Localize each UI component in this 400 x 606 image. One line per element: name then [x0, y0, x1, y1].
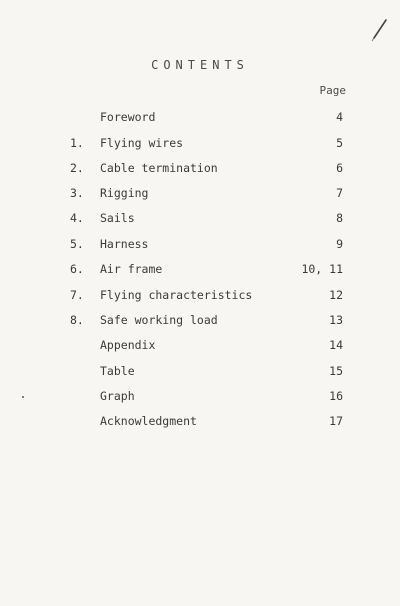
- toc-entry-page: 15: [329, 364, 343, 378]
- toc-entry-title: Safe working load: [100, 313, 218, 327]
- toc-entry-page: 17: [329, 414, 343, 428]
- toc-entry-harness: [0, 237, 400, 253]
- toc-entry-number: 2.: [70, 161, 84, 175]
- toc-entry-title: Rigging: [100, 186, 149, 200]
- ink-speck: [22, 396, 24, 398]
- page-column-label: Page: [319, 84, 346, 97]
- toc-entry-appendix: [0, 338, 400, 354]
- toc-entry-number: 1.: [70, 136, 84, 150]
- toc-entry-title: Sails: [100, 211, 135, 225]
- toc-entry-page: 7: [336, 186, 343, 200]
- contents-heading: CONTENTS: [151, 58, 249, 72]
- toc-entry-page: 10, 11: [301, 262, 343, 276]
- toc-entry-page: 13: [329, 313, 343, 327]
- toc-entry-number: 6.: [70, 262, 84, 276]
- toc-entry-air-frame: [0, 262, 400, 278]
- toc-entry-title: Cable termination: [100, 161, 218, 175]
- pen-mark-icon: [366, 16, 394, 44]
- toc-entry-page: 5: [336, 136, 343, 150]
- toc-entry-page: 6: [336, 161, 343, 175]
- toc-entry-number: 8.: [70, 313, 84, 327]
- toc-entry-acknowledgment: [0, 414, 400, 430]
- toc-entry-number: 3.: [70, 186, 84, 200]
- toc-entry-page: 12: [329, 288, 343, 302]
- toc-entry-table: [0, 364, 400, 380]
- toc-entry-page: 8: [336, 211, 343, 225]
- toc-entry-title: Graph: [100, 389, 135, 403]
- toc-entry-number: 4.: [70, 211, 84, 225]
- toc-entry-title: Harness: [100, 237, 149, 251]
- toc-entry-sails: [0, 211, 400, 227]
- toc-entry-title: Appendix: [100, 338, 156, 352]
- toc-entry-title: Flying wires: [100, 136, 184, 150]
- toc-entry-flying-wires: [0, 136, 400, 152]
- toc-entry-title: Acknowledgment: [100, 414, 197, 428]
- toc-entry-title: Flying characteristics: [100, 288, 253, 302]
- toc-entry-page: 9: [336, 237, 343, 251]
- toc-entry-number: 5.: [70, 237, 84, 251]
- toc-entry-cable-termination: [0, 161, 400, 177]
- toc-entry-title: Table: [100, 364, 135, 378]
- toc-entry-graph: [0, 389, 400, 405]
- toc-entry-safe-working-load: [0, 313, 400, 329]
- toc-entry-flying-characteristics: [0, 288, 400, 304]
- toc-entry-page: 14: [329, 338, 343, 352]
- toc-entry-page: 4: [336, 110, 343, 124]
- toc-entry-number: 7.: [70, 288, 84, 302]
- toc-entry-rigging: [0, 186, 400, 202]
- toc-entry-title: Air frame: [100, 262, 163, 276]
- toc-entry-page: 16: [329, 389, 343, 403]
- toc-entry-title: Foreword: [100, 110, 156, 124]
- toc-entry-foreword: [0, 110, 400, 126]
